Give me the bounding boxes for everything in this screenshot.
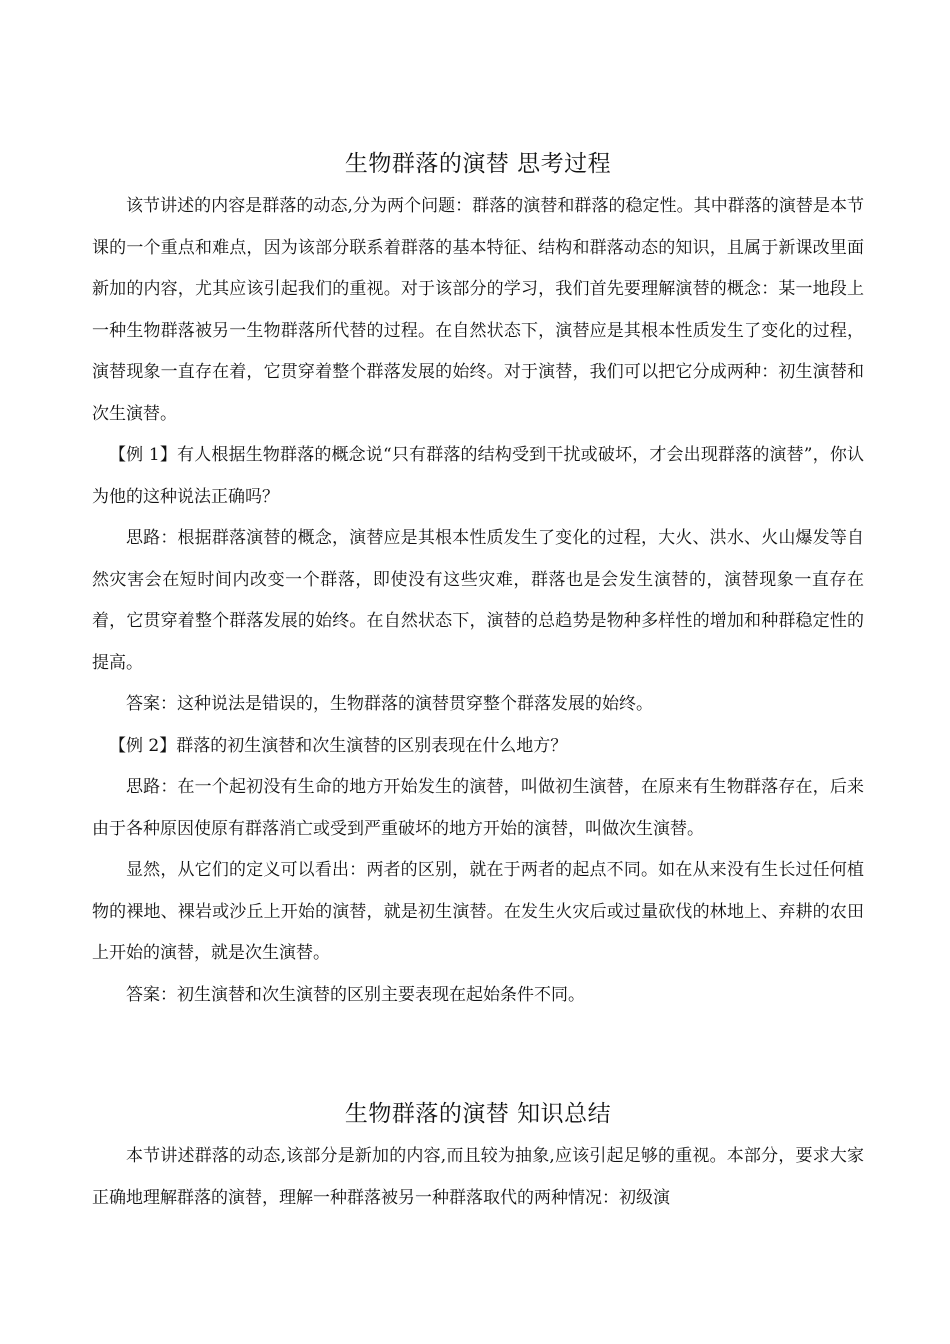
section-knowledge-summary: [92, 1096, 864, 1219]
section-title: 生物群落的演替 思考过程: [344, 151, 612, 177]
paragraph-example-1-answer: 答案：这种说法是错误的，生物群落的演替贯穿整个群落发展的始终。: [126, 694, 653, 714]
paragraph-example-2-thinking: 思路：在一个起初没有生命的地方开始发生的演替，叫做初生演替，在原来有生物群落存在，后来由于各种原因使原有群落消亡或受到严重破坏的地方开始的演替，叫做次生演替。: [92, 777, 864, 839]
paragraph-example-2-answer: 答案：初生演替和次生演替的区别主要表现在起始条件不同。: [126, 984, 585, 1005]
paragraph-example-1: 【例 1】有人根据生物群落的概念说“只有群落的结构受到干扰或破坏，才会出现群落的演替”，你认为他的这种说法正确吗？: [92, 445, 864, 507]
paragraph-summary: 本节讲述群落的动态,该部分是新加的内容,而且较为抽象,应该引起足够的重视。本部分，要求大家正确地理解群落的演替，理解一种群落被另一种群落取代的两种情况：初级演: [92, 1146, 864, 1208]
paragraph-example-1-thinking: 思路：根据群落演替的概念，演替应是其根本性质发生了变化的过程，大火、洪水、火山爆发等自然灾害会在短时间内改变一个群落，即使没有这些灾难，群落也是会发生演替的，演替现象一直存在着，它贯穿着整个群落发展的始终。在自然状态下，演替的总趋势是物种多样性的增加和种群稳定性的提高。: [92, 528, 864, 673]
paragraph-example-2-explanation: 显然，从它们的定义可以看出：两者的区别，就在于两者的起点不同。如在从来没有生长过任何植物的裸地、裸岩或沙丘上开始的演替，就是初生演替。在发生火灾后或过量砍伐的林地上、弃耕的农田上开始的演替，就是次生演替。: [92, 860, 864, 963]
section-title: 生物群落的演替 知识总结: [344, 1101, 612, 1127]
paragraph-intro: 该节讲述的内容是群落的动态,分为两个问题：群落的演替和群落的稳定性。其中群落的演替是本节课的一个重点和难点，因为该部分联系着群落的基本特征、结构和群落动态的知识，且属于新课改里面新加的内容，尤其应该引起我们的重视。对于该部分的学习，我们首先要理解演替的概念：某一地段上一种生物群落被另一生物群落所代替的过程。在自然状态下，演替应是其根本性质发生了变化的过程，演替现象一直存在着，它贯穿着整个群落发展的始终。对于演替，我们可以把它分成两种：初生演替和次生演替。: [92, 196, 864, 424]
paragraph-example-2: 【例 2】群落的初生演替和次生演替的区别表现在什么地方？: [109, 735, 568, 756]
section-thinking-process: [92, 146, 864, 1016]
